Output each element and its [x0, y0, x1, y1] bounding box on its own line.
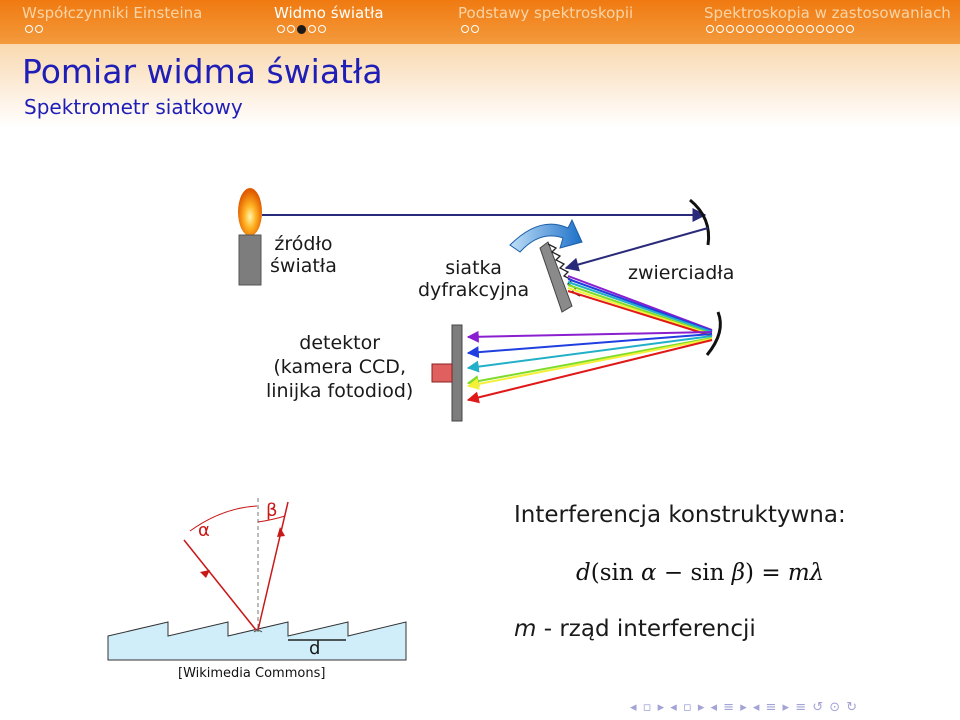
mirror-label: zwierciadła — [628, 262, 735, 284]
frame-title: Pomiar widma światła — [22, 52, 383, 91]
order-symbol: m — [514, 616, 537, 642]
detector-label-line-3: linijka fotodiod) — [266, 380, 414, 402]
grating-label-line-1: siatka — [445, 257, 502, 279]
upper-mirror — [690, 200, 709, 245]
frame-subtitle: Spektrometr siatkowy — [24, 95, 243, 119]
detector-label-line-2: (kamera CCD, — [273, 356, 406, 378]
interference-heading: Interferencja konstruktywna: — [514, 502, 846, 528]
beta-label: β — [266, 500, 278, 521]
order-text: - rząd interferencji — [536, 616, 756, 642]
beamer-navigation-controls[interactable]: ◂ ▫ ▸ ◂ ▫ ▸ ◂ ≡ ▸ ◂ ≡ ▸ ≡ ↺ ⊙ ↻ — [630, 700, 859, 715]
spectrum-rays — [468, 332, 712, 400]
diffracted-rays — [568, 276, 712, 336]
alpha-label: α — [198, 520, 210, 541]
diffraction-grating — [540, 242, 580, 312]
grating-label-line-2: dyfrakcyjna — [418, 279, 530, 301]
grating-geometry-figure — [108, 498, 406, 660]
source-label — [270, 233, 337, 277]
nav-section-podstawy[interactable]: Podstawy spektroskopii — [458, 4, 634, 22]
grating-label — [418, 257, 529, 301]
detector-label — [266, 331, 413, 403]
detector — [432, 325, 462, 421]
nav-section-widmo[interactable]: Widmo światła — [274, 4, 384, 22]
detector-label-line-1: detektor — [299, 332, 381, 354]
source-label-line-2: światła — [270, 255, 337, 277]
period-d-label: d — [309, 638, 321, 659]
source-label-line-1: źródło — [274, 233, 333, 255]
grating-equation: d(sin α − sin β) = mλ — [576, 560, 825, 586]
nav-section-spektroskopia[interactable]: Spektroskopia w zastosowaniach — [704, 4, 951, 22]
light-source-candle — [238, 188, 262, 285]
nav-section-einstein[interactable]: Współczynniki Einsteina — [22, 4, 203, 22]
image-credit: [Wikimedia Commons] — [178, 666, 326, 681]
order-definition — [514, 616, 756, 642]
